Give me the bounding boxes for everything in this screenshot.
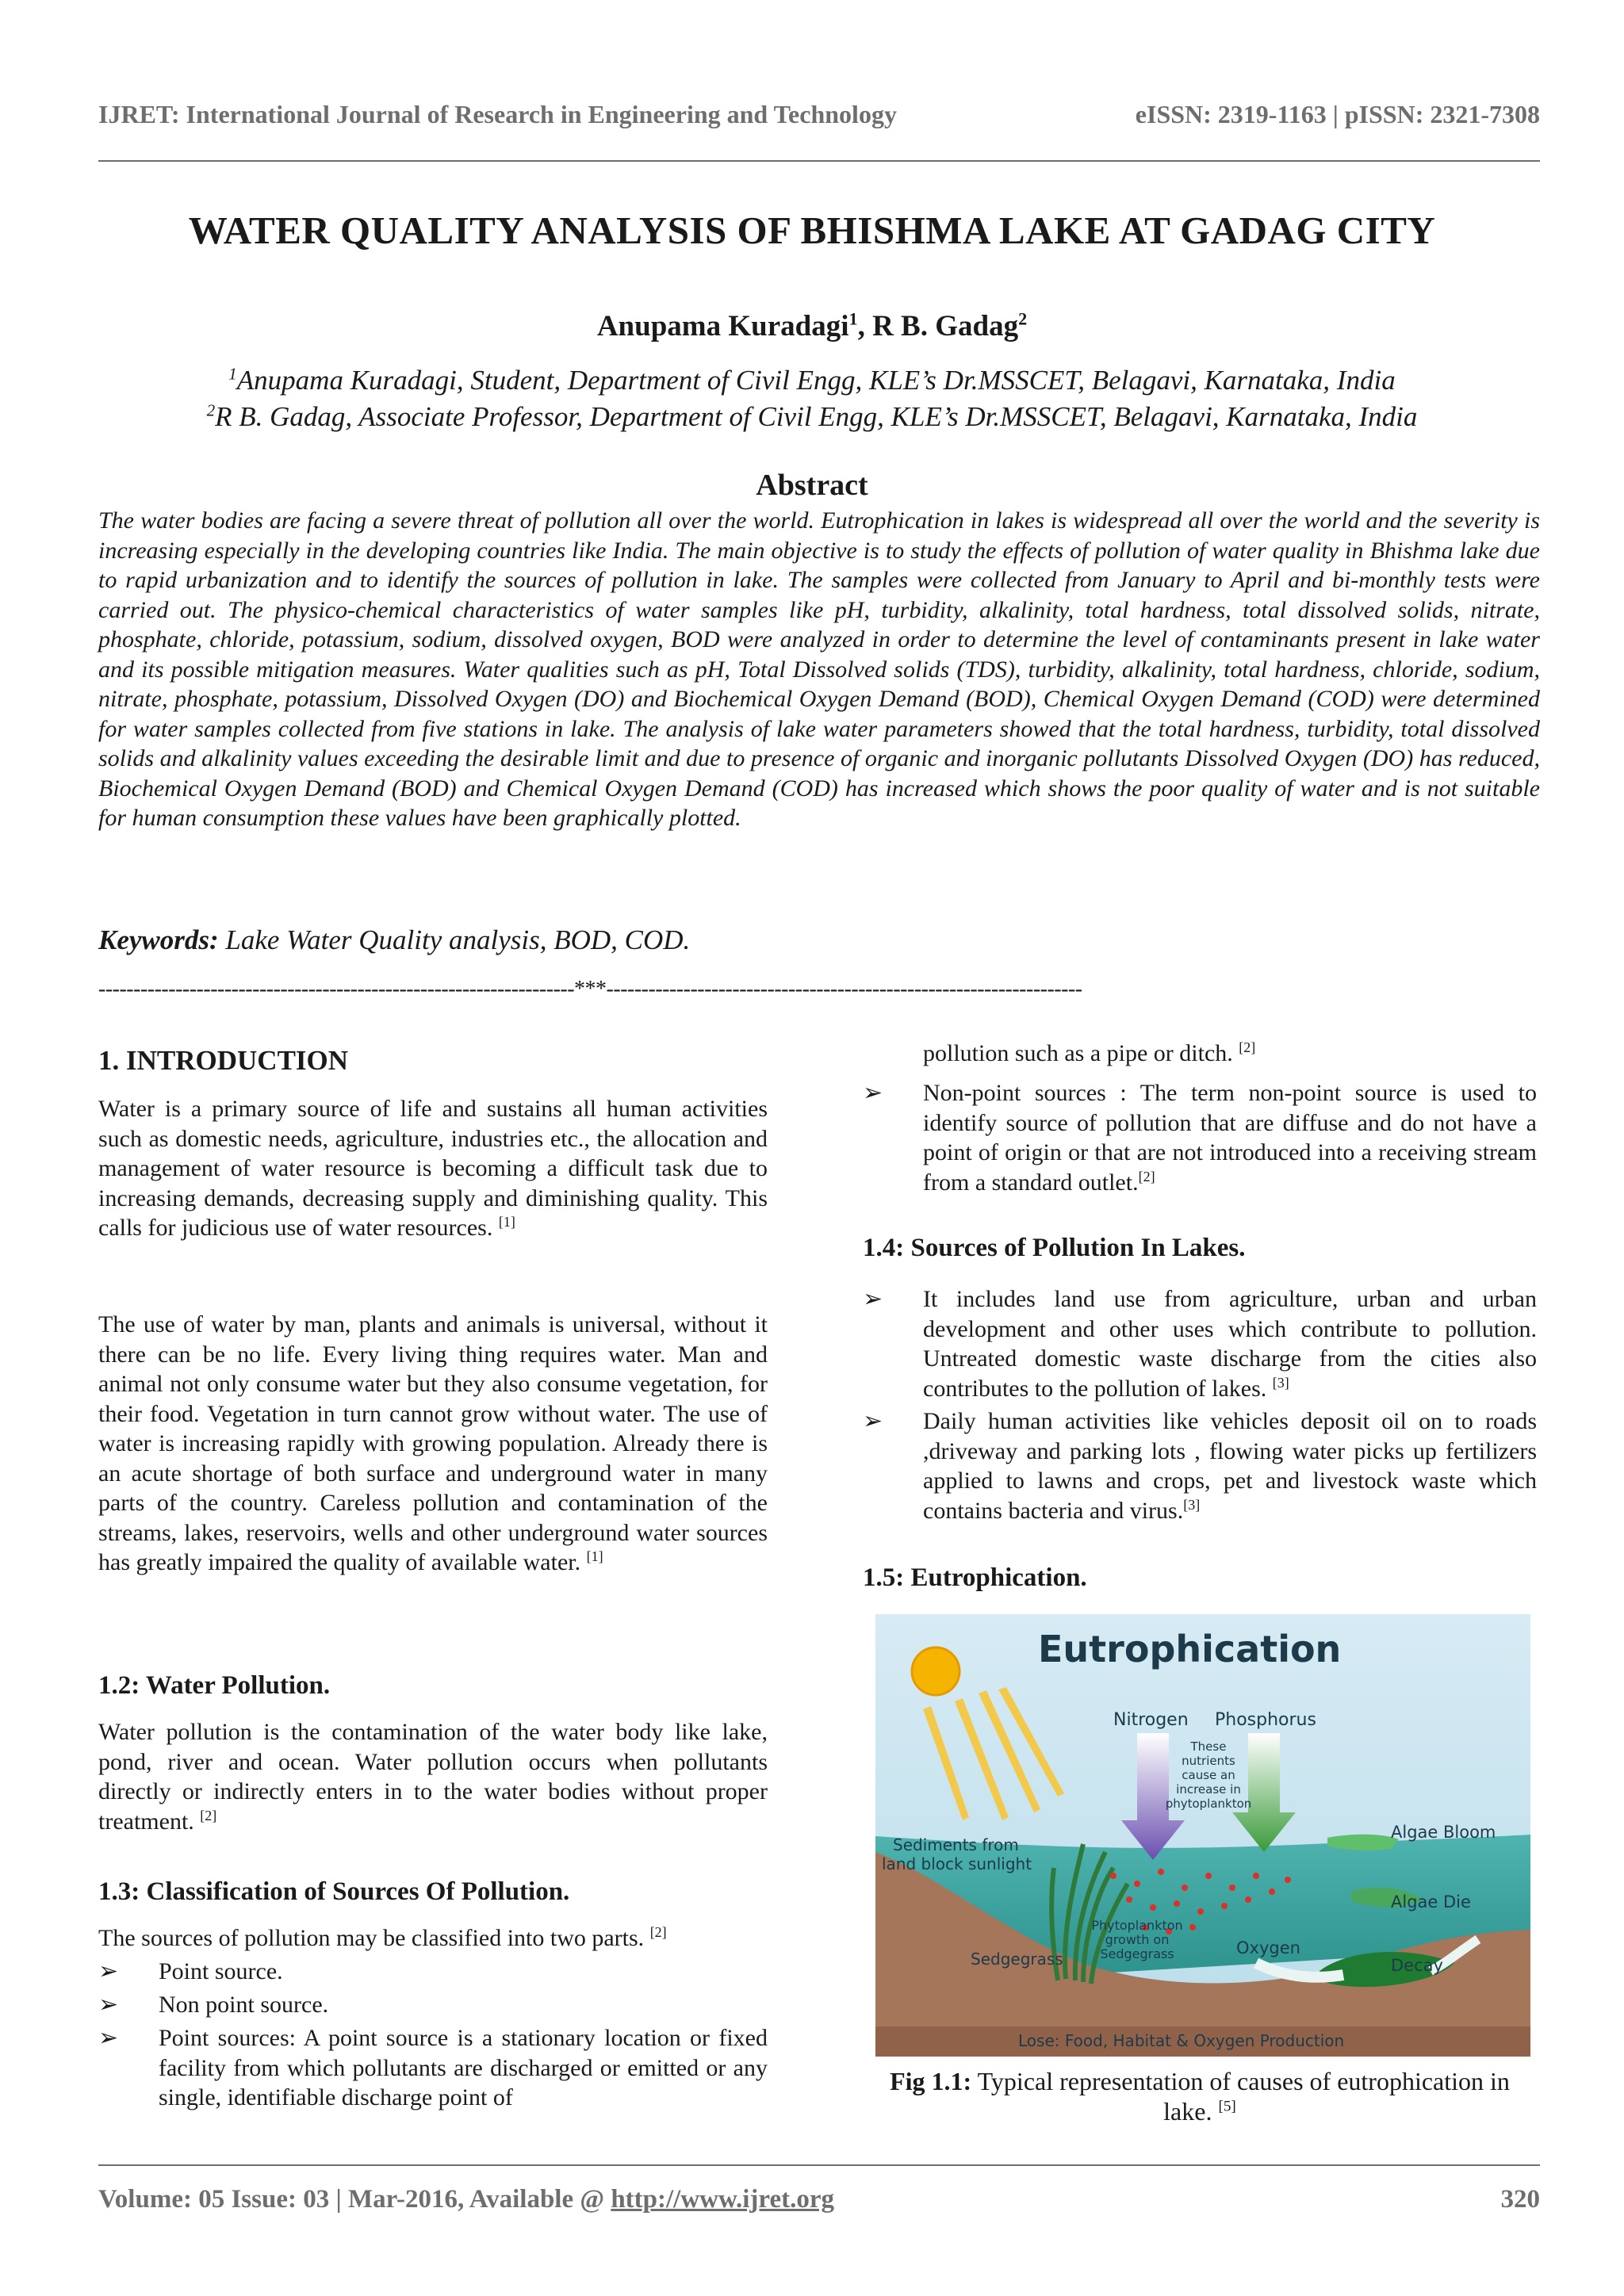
point-sources-continued-text: pollution such as a pipe or ditch.: [923, 1040, 1239, 1066]
intro-heading: 1. INTRODUCTION: [98, 1045, 349, 1076]
abstract-heading: Abstract: [756, 469, 868, 502]
bullet-text: [923, 1406, 1537, 1525]
bullet-ref: [2]: [1138, 1168, 1155, 1184]
intro-p2-text: The use of water by man, plants and animals is universal, without it there can be no life. Every living thing requires water. Man and animal not only consume water but they also consume vegetation, for their food. Vegetation in turn cannot grow without water. The use of water is increasing rapidly with growing population. Already there is an acute shortage of both surface and underground water in many parts of the country. Careless pollution and contamination of the streams, lakes, reservoirs, wells and other underground water sources has greatly impaired the quality of available water.: [98, 1311, 768, 1575]
affiliation-1-sup: 1: [228, 364, 237, 384]
affiliation-2: [0, 401, 1624, 433]
keywords-label: Keywords:: [98, 924, 219, 955]
header-rule: [98, 160, 1540, 162]
bullet-daily-activities: [863, 1406, 1537, 1530]
decay-label: Decay: [1391, 1956, 1443, 1975]
point-sources-continued: [923, 1039, 1537, 1069]
nutrients-line: increase in: [1176, 1782, 1241, 1797]
bullet-point-sources-def: [98, 2023, 768, 2118]
nutrients-line: These: [1190, 1739, 1227, 1754]
algae-bloom: [1327, 1835, 1399, 1850]
nutrients-line: cause an: [1182, 1768, 1235, 1782]
sedgegrass-label: Sedgegrass: [971, 1950, 1063, 1969]
authors: [0, 309, 1624, 343]
footer-volume: [98, 2185, 834, 2214]
sediments-label-1: Sediments from: [893, 1835, 1019, 1854]
author-2-sup: 2: [1018, 308, 1028, 329]
affiliation-2-sup: 2: [206, 400, 216, 420]
caption-text: Typical representation of causes of eutrophication in lake.: [971, 2067, 1510, 2126]
author-1: Anupama Kuradagi: [596, 310, 849, 342]
affiliation-2-text: R B. Gadag, Associate Professor, Department of Civil Engg, KLE’s Dr.MSSCET, Belagavi, Karnataka, India: [215, 401, 1418, 432]
journal-name: IJRET: International Journal of Research in Engineering and Technology: [98, 100, 897, 128]
classification-heading: 1.3: Classification of Sources Of Pollution.: [98, 1877, 570, 1906]
phyto-line: growth on: [1105, 1932, 1170, 1947]
page-number: 320: [1500, 2185, 1540, 2214]
paper-title: WATER QUALITY ANALYSIS OF BHISHMA LAKE AT GADAG CITY: [188, 209, 1436, 252]
figure-caption: [863, 2066, 1537, 2126]
point-sources-ref: [2]: [1239, 1039, 1256, 1055]
bullet-point-source: [98, 1957, 768, 1988]
intro-p1-text: Water is a primary source of life and sustains all human activities such as domestic needs, agriculture, industries etc., the allocation and management of water resource is becoming a difficult task due to increasing demands, decreasing supply and diminishing quality. This calls for judicious use of water resources.: [98, 1096, 768, 1241]
sources-lakes-heading: 1.4: Sources of Pollution In Lakes.: [863, 1234, 1246, 1262]
bullet-text: Non point source.: [159, 1992, 329, 2018]
classification-intro: [98, 1923, 768, 1954]
bullet-arrow-icon: ➢: [98, 1958, 119, 1984]
eutrophication-heading: 1.5: Eutrophication.: [863, 1563, 1087, 1592]
classification-intro-text: The sources of pollution may be classified into two parts.: [98, 1925, 650, 1951]
footer-rule: [98, 2164, 1540, 2166]
bullet-arrow-icon: ➢: [98, 1992, 119, 2018]
affiliation-1-text: Anupama Kuradagi, Student, Department of Civil Engg, KLE’s Dr.MSSCET, Belagavi, Karnataka, India: [236, 365, 1396, 396]
bullet-arrow-icon: ➢: [863, 1286, 883, 1312]
bullet-ref: [3]: [1272, 1374, 1289, 1391]
figure-title: Eutrophication: [1038, 1628, 1342, 1670]
intro-paragraph-1: [98, 1094, 768, 1243]
water-pollution-heading: 1.2: Water Pollution.: [98, 1671, 331, 1700]
issn: eISSN: 2319-1163 | pISSN: 2321-7308: [1135, 100, 1540, 128]
lose-label: Lose: Food, Habitat & Oxygen Production: [1018, 2031, 1345, 2050]
author-sep: ,: [857, 310, 873, 342]
intro-p1-ref: [1]: [498, 1214, 515, 1230]
oxygen-label: Oxygen: [1236, 1938, 1300, 1957]
nitrogen-label: Nitrogen: [1113, 1710, 1189, 1730]
sun-icon: [912, 1647, 959, 1695]
intro-p2-ref: [1]: [586, 1548, 603, 1564]
phosphorus-label: Phosphorus: [1215, 1710, 1316, 1730]
phyto-line: Phytoplankton: [1091, 1918, 1183, 1933]
bullet-text: Point source.: [159, 1958, 283, 1984]
nutrients-line: phytoplankton: [1165, 1797, 1252, 1811]
bullet-ref: [3]: [1183, 1496, 1201, 1513]
bullet-text-body: It includes land use from agriculture, urban and urban development and other uses which contribute to pollution. Untreated domestic waste discharge from the cities also contributes to the pollution of lakes.: [923, 1286, 1537, 1402]
bullet-text: Point sources: A point source is a stationary location or fixed facility from which pollutants are discharged or emitted or any single, identifiable discharge point of: [159, 2025, 768, 2110]
algae-die-label: Algae Die: [1391, 1892, 1471, 1911]
footer-volume-text: Volume: 05 Issue: 03 | Mar-2016, Available @: [98, 2185, 611, 2214]
bullet-arrow-icon: ➢: [98, 2025, 119, 2051]
phyto-line: Sedgegrass: [1100, 1946, 1174, 1961]
keywords: [98, 924, 690, 956]
affiliation-1: [0, 365, 1624, 396]
classification-intro-ref: [2]: [649, 1924, 667, 1940]
bullet-arrow-icon: ➢: [863, 1408, 883, 1434]
author-2: R B. Gadag: [872, 310, 1019, 342]
section-separator: --------------------------------------------------------------------***--------------------------------------------------------------------: [98, 977, 1082, 1001]
water-pollution-paragraph: [98, 1717, 768, 1836]
sediments-label-2: land block sunlight: [882, 1854, 1032, 1873]
bullet-text-body: Daily human activities like vehicles deposit oil on to roads ,driveway and parking lots , flowing water picks up fertilizers applied to lawns and crops, pet and livestock waste which contains bacteria and virus.: [923, 1408, 1537, 1524]
author-1-sup: 1: [848, 308, 858, 329]
eutrophication-diagram: [875, 1614, 1530, 2057]
intro-paragraph-2: [98, 1310, 768, 1578]
water-pollution-ref: [2]: [200, 1807, 217, 1823]
abstract-text: The water bodies are facing a severe threat of pollution all over the world. Eutrophication in lakes is widespread all over the world and the severity is increasing especially in the developing countries like India. The main objective is to study the effects of pollution of water quality in Bhishma lake due to rapid urbanization and to identify the sources of pollution in lake. The samples were collected from January to April and bi-monthly tests were carried out. The physico-chemical characteristics of water samples like pH, turbidity, alkalinity, total hardness, total dissolved solids, nitrate, phosphate, chloride, potassium, sodium, dissolved oxygen, BOD were analyzed in order to determine the level of contaminants present in lake water and its possible mitigation measures. Water qualities such as pH, Total Dissolved solids (TDS), turbidity, alkalinity, total hardness, chloride, sodium, nitrate, phosphate, potassium, Dissolved Oxygen (DO) and Biochemical Oxygen Demand (BOD), Chemical Oxygen Demand (COD) were determined for water samples collected from five stations in lake. The analysis of lake water parameters showed that the total hardness, turbidity, total dissolved solids and alkalinity values exceeding the desirable limit and due to presence of organic and inorganic pollutants Dissolved Oxygen (DO) has reduced, Biochemical Oxygen Demand (BOD) and Chemical Oxygen Demand (COD) has increased which shows the poor quality of water and is not suitable for human consumption these values have been graphically plotted.: [98, 507, 1540, 831]
caption-label: Fig 1.1:: [890, 2067, 972, 2095]
journal-link[interactable]: http://www.ijret.org: [611, 2185, 834, 2214]
bullet-text: [923, 1078, 1537, 1197]
keywords-text: Lake Water Quality analysis, BOD, COD.: [218, 924, 691, 955]
bullet-text: [923, 1284, 1537, 1403]
bullet-arrow-icon: ➢: [863, 1080, 883, 1106]
algae-bloom-label: Algae Bloom: [1391, 1823, 1496, 1842]
caption-ref: [5]: [1218, 2098, 1236, 2115]
bullet-non-point-source: [98, 1990, 768, 2022]
bullet-non-point-sources-def: [863, 1078, 1537, 1202]
water-pollution-text: Water pollution is the contamination of the water body like lake, pond, river and ocean. Water pollution occurs when pollutants directly or indirectly enters in to the water bodies without proper treatment.: [98, 1719, 768, 1835]
nutrients-line: nutrients: [1182, 1754, 1235, 1768]
bullet-text-body: Non-point sources : The term non-point source is used to identify source of pollution that are diffuse and do not have a point of origin or that are not introduced into a receiving stream from a standard outlet.: [923, 1080, 1537, 1196]
bullet-land-use: [863, 1284, 1537, 1408]
